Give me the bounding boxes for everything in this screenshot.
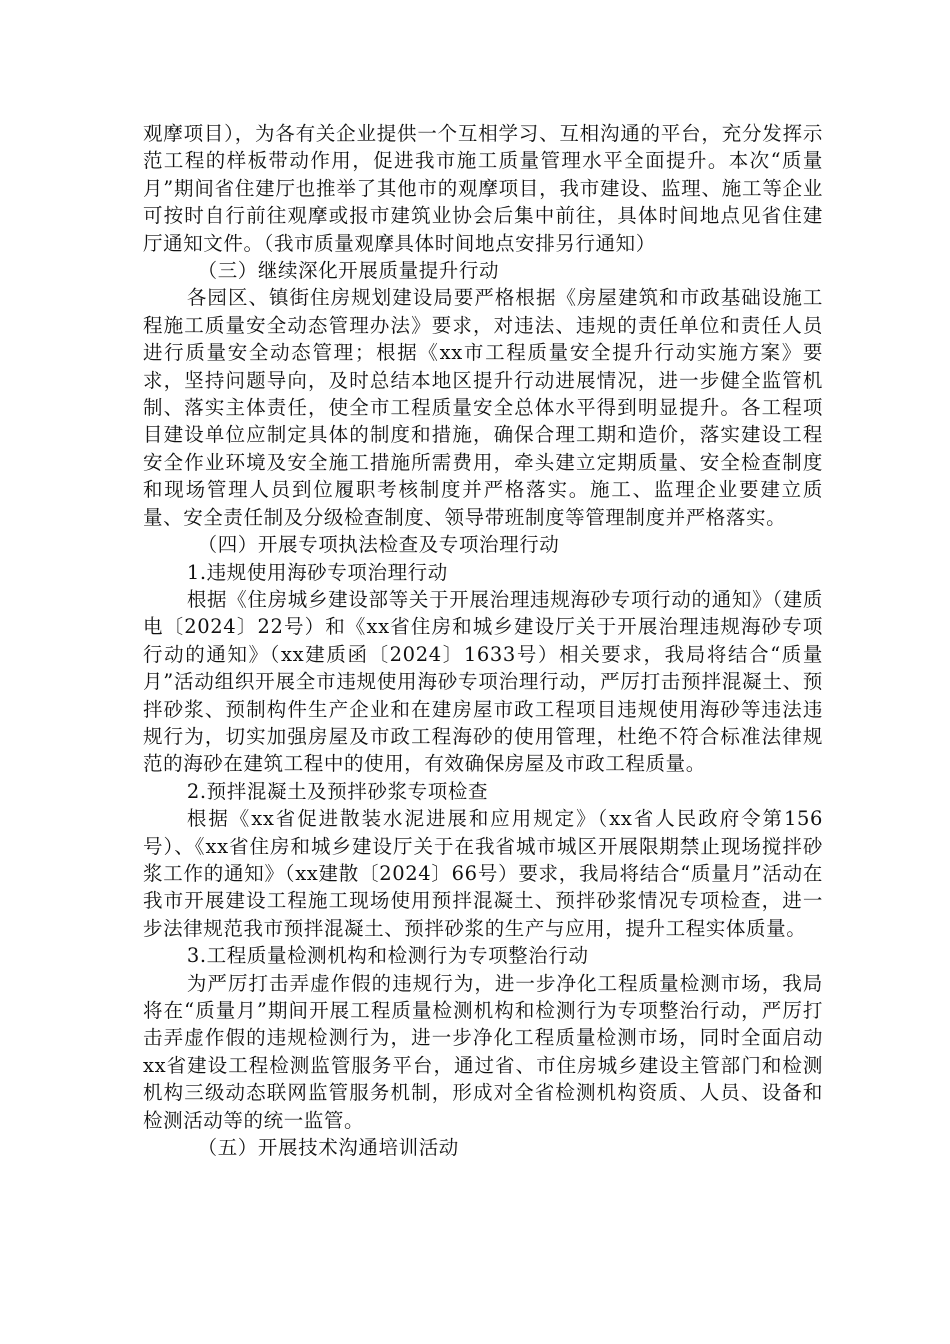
paragraph-intro: 观摩项目），为各有关企业提供一个互相学习、互相沟通的平台，充分发挥示范工程的样板带动作用，促进我市施工质量管理水平全面提升。本次“质量月”期间省住建厅也推举了其他市的观摩项目，我市建设、监理、施工等企业可按时自行前往观摩或报市建筑业协会后集中前往，具体时间地点见省住建厅通知文件。（我市质量观摩具体时间地点安排另行通知）: [143, 122, 823, 255]
document-body: [143, 120, 823, 1161]
subheading-sea-sand: 1.违规使用海砂专项治理行动: [186, 560, 448, 584]
paragraph-testing-agencies: 为严厉打击弄虚作假的违规行为，进一步净化工程质量检测市场，我局将在“质量月”期间开展工程质量检测机构和检测行为专项整治行动，严厉打击弄虚作假的违规检测行为，进一步净化工程质量检测市场，同时全面启动xx省建设工程检测监管服务平台，通过省、市住房城乡建设主管部门和检测机构三级动态联网监管服务机制，形成对全省检测机构资质、人员、设备和检测活动等的统一监管。: [143, 971, 823, 1132]
section-heading-5: （五）开展技术沟通培训活动: [197, 1136, 459, 1160]
paragraph-sea-sand: 根据《住房城乡建设部等关于开展治理违规海砂专项行动的通知》（建质电〔2024〕22号）和《xx省住房和城乡建设厅关于开展治理违规海砂专项行动的通知》（xx建质函〔2024〕1633号）相关要求，我局将结合“质量月”活动组织开展全市违规使用海砂专项治理行动，严厉打击预拌混凝土、预拌砂浆、预制构件生产企业和在建房屋市政工程项目违规使用海砂等违法违规行为，切实加强房屋及市政工程海砂的使用管理，杜绝不符合标准法律规范的海砂在建筑工程中的使用，有效确保房屋及市政工程质量。: [143, 587, 823, 776]
paragraph-ready-mix: 根据《xx省促进散装水泥进展和应用规定》（xx省人民政府令第156号）、《xx省住房和城乡建设厅关于在我省城市城区开展限期禁止现场搅拌砂浆工作的通知》（xx建散〔2024〕66号）要求，我局将结合“质量月”活动在我市开展建设工程施工现场使用预拌混凝土、预拌砂浆情况专项检查，进一步法律规范我市预拌混凝土、预拌砂浆的生产与应用，提升工程实体质量。: [143, 807, 823, 940]
subheading-testing-agencies: 3.工程质量检测机构和检测行为专项整治行动: [186, 944, 589, 968]
section-heading-4: （四）开展专项执法检查及专项治理行动: [197, 533, 560, 557]
paragraph-quality-improvement: 各园区、镇街住房规划建设局要严格根据《房屋建筑和市政基础设施工程施工质量安全动态管理办法》要求，对违法、违规的责任单位和责任人员进行质量安全动态管理；根据《xx市工程质量安全提升行动实施方案》要求，坚持问题导向，及时总结本地区提升行动进展情况，进一步健全监管机制、落实主体责任，使全市工程质量安全总体水平得到明显提升。各工程项目建设单位应制定具体的制度和措施，确保合理工期和造价，落实建设工程安全作业环境及安全施工措施所需费用，牵头建立定期质量、安全检查制度和现场管理人员到位履职考核制度并严格落实。施工、监理企业要建立质量、安全责任制及分级检查制度、领导带班制度等管理制度并严格落实。: [143, 286, 823, 529]
section-heading-3: （三）继续深化开展质量提升行动: [197, 259, 500, 283]
subheading-ready-mix: 2.预拌混凝土及预拌砂浆专项检查: [186, 779, 489, 803]
